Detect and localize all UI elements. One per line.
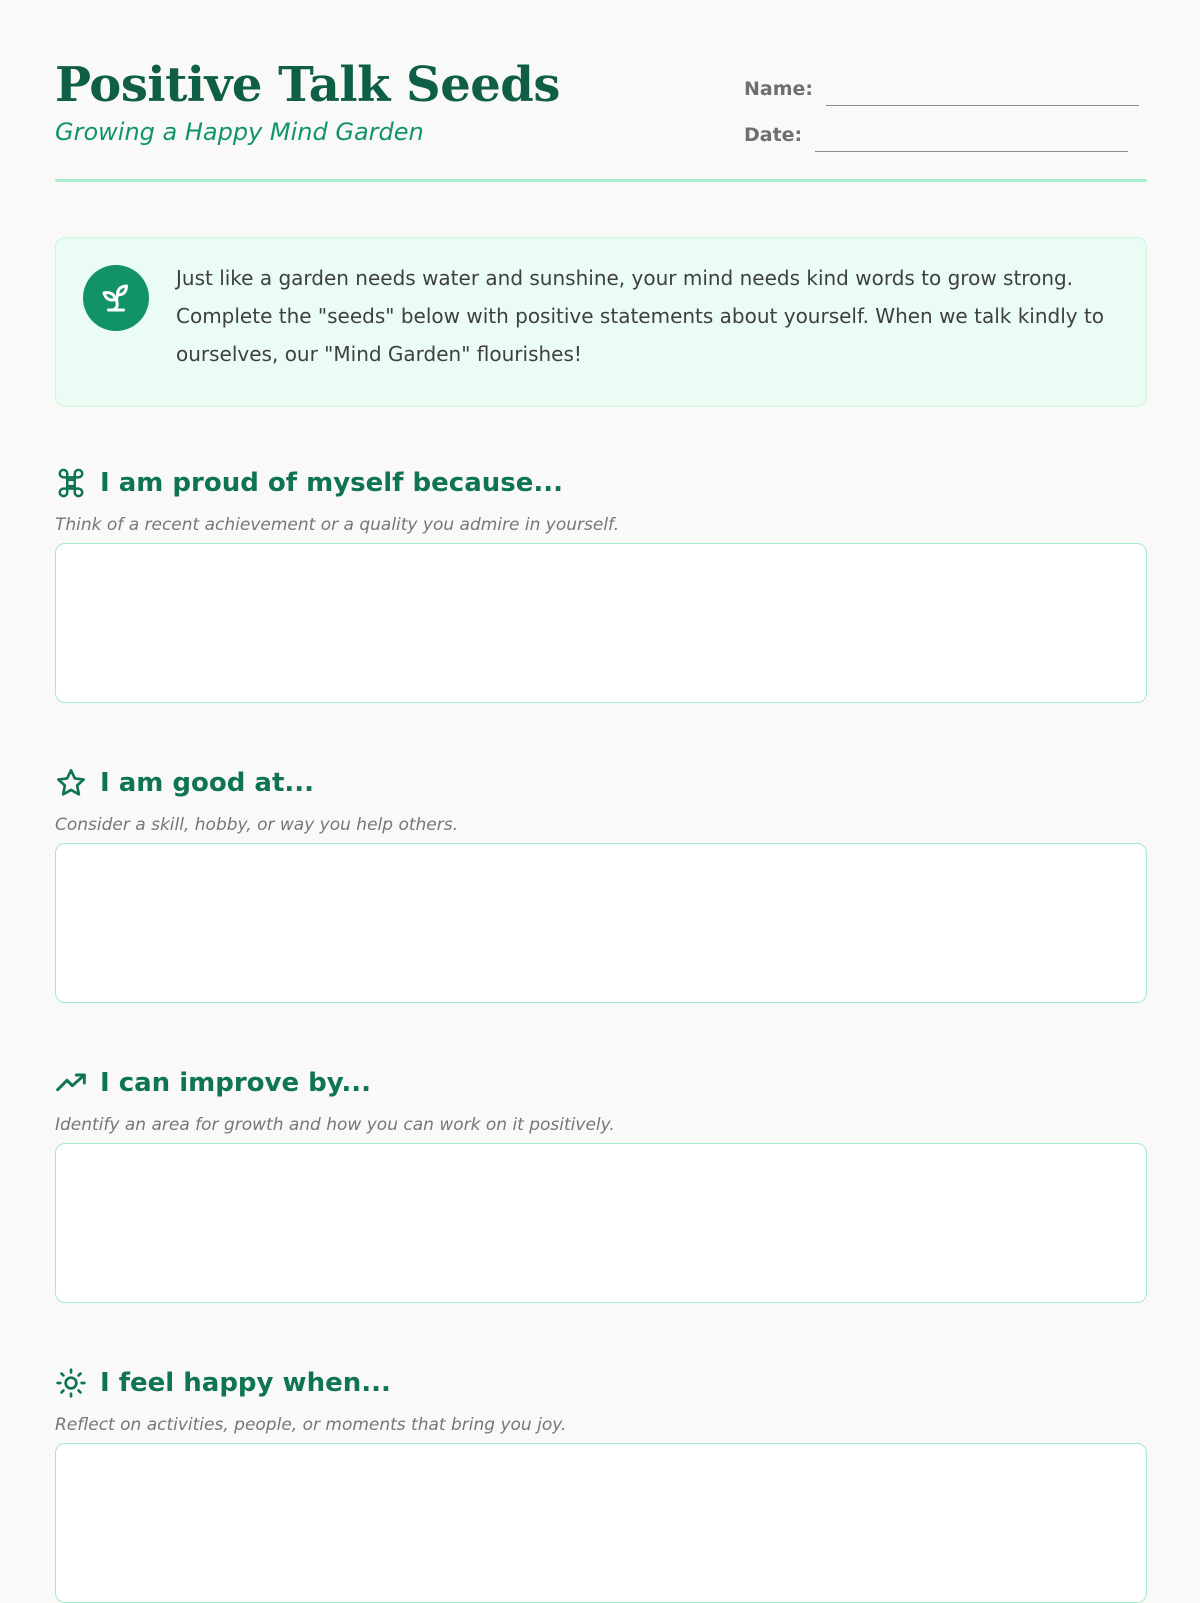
star-icon — [55, 767, 87, 799]
flower-icon — [55, 467, 87, 499]
name-field[interactable] — [744, 72, 813, 106]
section-title: I feel happy when... — [100, 1368, 391, 1398]
name-label: Name: — [744, 78, 814, 100]
section-hint: Reflect on activities, people, or moments that bring you joy. — [55, 1415, 567, 1435]
section-hint: Identify an area for growth and how you can work on it positively. — [55, 1115, 615, 1135]
name-line[interactable] — [826, 105, 1139, 106]
section-heading — [55, 1363, 391, 1403]
sprout-icon — [83, 265, 149, 331]
header-divider — [55, 179, 1147, 182]
date-label: Date: — [744, 124, 803, 146]
section-heading — [55, 1063, 371, 1103]
sun-icon — [55, 1367, 87, 1399]
worksheet-header — [55, 52, 1147, 184]
section-title: I can improve by... — [100, 1068, 371, 1098]
page-title: Positive Talk Seeds — [55, 57, 560, 113]
section-hint: Think of a recent achievement or a quality you admire in yourself. — [55, 515, 620, 535]
date-field[interactable] — [744, 118, 802, 152]
date-line[interactable] — [815, 151, 1128, 152]
answer-box-happy[interactable] — [55, 1443, 1147, 1603]
section-hint: Consider a skill, hobby, or way you help others. — [55, 815, 458, 835]
answer-box-good-at[interactable] — [55, 843, 1147, 1003]
trending-up-icon — [55, 1067, 87, 1099]
intro-text: Just like a garden needs water and sunshine, your mind needs kind words to grow strong. Complete the "seeds" below with positive statements about yourself. When we talk kindly to ourselves, our "Mind Garden" flourishes! — [176, 266, 1105, 366]
section-heading — [55, 463, 563, 503]
page-subtitle: Growing a Happy Mind Garden — [55, 118, 424, 146]
section-heading — [55, 763, 314, 803]
answer-box-improve[interactable] — [55, 1143, 1147, 1303]
answer-box-proud[interactable] — [55, 543, 1147, 703]
section-title: I am proud of myself because... — [100, 468, 563, 498]
section-title: I am good at... — [100, 768, 315, 798]
intro-box — [55, 237, 1147, 407]
